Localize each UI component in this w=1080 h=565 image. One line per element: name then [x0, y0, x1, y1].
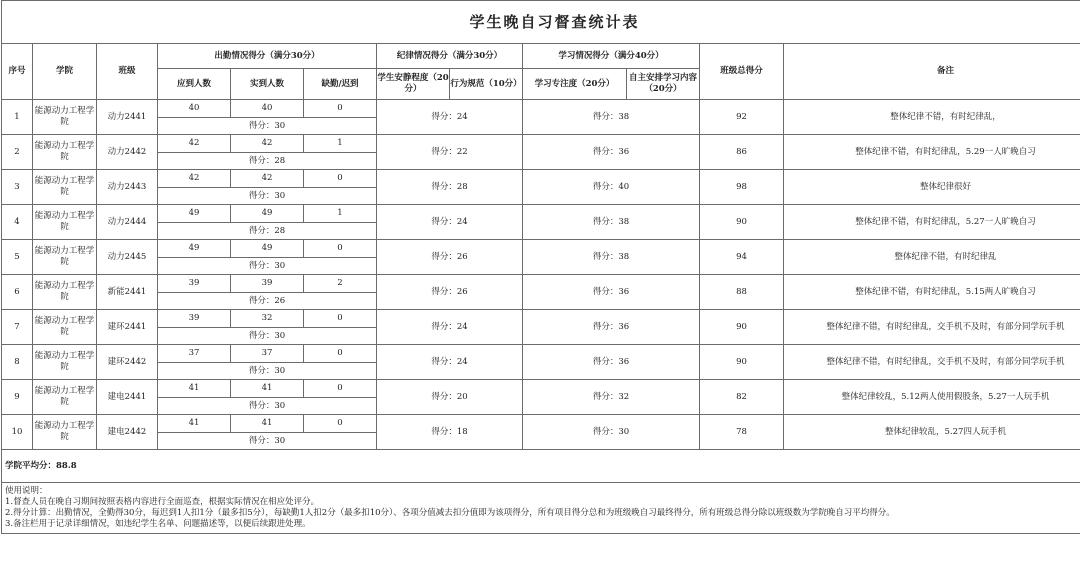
row-remark: 整体纪律不错，有时纪律乱，交手机不及时，有部分同学玩手机 [784, 345, 1080, 380]
row-discipline-score: 得分：18 [377, 415, 523, 450]
row-attendance-score: 得分：28 [158, 223, 377, 240]
header-self-study: 自主安排学习内容（20分） [627, 69, 700, 100]
row-college: 能源动力工程学院 [33, 415, 97, 450]
row-seq: 4 [2, 205, 33, 240]
average-row [2, 450, 1080, 483]
row-college: 能源动力工程学院 [33, 275, 97, 310]
row-expected: 40 [158, 100, 231, 118]
header-actual: 实到人数 [231, 69, 304, 100]
table-row [2, 205, 1080, 223]
header-quiet: 学生安静程度（20分） [377, 69, 450, 100]
row-class: 建电2442 [97, 415, 158, 450]
row-seq: 2 [2, 135, 33, 170]
row-discipline-score: 得分：26 [377, 240, 523, 275]
header-behavior: 行为规范（10分） [450, 69, 523, 100]
row-attendance-score: 得分：30 [158, 398, 377, 415]
row-discipline-score: 得分：26 [377, 275, 523, 310]
row-expected: 49 [158, 205, 231, 223]
row-total: 78 [700, 415, 784, 450]
instruction-line: 3.备注栏用于记录详细情况，如违纪学生名单、问题描述等，以便后续跟进处理。 [5, 519, 311, 529]
row-expected: 39 [158, 275, 231, 293]
row-study-score: 得分：30 [523, 415, 700, 450]
header-class: 班级 [97, 44, 158, 100]
row-seq: 9 [2, 380, 33, 415]
row-study-score: 得分：38 [523, 100, 700, 135]
header-discipline-group: 纪律情况得分（满分30分） [377, 44, 523, 69]
row-remark: 整体纪律不错，有时纪律乱 [784, 240, 1080, 275]
row-total: 94 [700, 240, 784, 275]
instruction-line: 2.得分计算：出勤情况，全勤得30分，每迟到1人扣1分（最多扣5分），每缺勤1人扣2分（最多扣10分）、各项分值减去扣分值即为该项得分，所有项目得分总和为班级晚自习最终得分，所有班级总得分除以班级数为学院晚自习平均得分。 [5, 508, 895, 518]
row-attendance-score: 得分：26 [158, 293, 377, 310]
row-attendance-score: 得分：28 [158, 153, 377, 170]
row-study-score: 得分：36 [523, 345, 700, 380]
row-expected: 37 [158, 345, 231, 363]
header-focus: 学习专注度（20分） [523, 69, 627, 100]
row-absent: 0 [304, 345, 377, 363]
row-study-score: 得分：36 [523, 310, 700, 345]
row-absent: 0 [304, 380, 377, 398]
statistics-table [1, 0, 1080, 534]
row-total: 82 [700, 380, 784, 415]
row-absent: 1 [304, 135, 377, 153]
row-discipline-score: 得分：24 [377, 345, 523, 380]
table-row [2, 275, 1080, 293]
table-row [2, 240, 1080, 258]
row-discipline-score: 得分：22 [377, 135, 523, 170]
table-row [2, 310, 1080, 328]
row-study-score: 得分：36 [523, 135, 700, 170]
table-row [2, 170, 1080, 188]
row-remark: 整体纪律不错，有时纪律乱，5.29一人旷晚自习 [784, 135, 1080, 170]
row-actual: 41 [231, 380, 304, 398]
row-remark: 整体纪律不错，有时纪律乱， [784, 100, 1080, 135]
row-college: 能源动力工程学院 [33, 240, 97, 275]
row-actual: 40 [231, 100, 304, 118]
row-college: 能源动力工程学院 [33, 345, 97, 380]
row-expected: 41 [158, 415, 231, 433]
header-college: 学院 [33, 44, 97, 100]
row-class: 新能2441 [97, 275, 158, 310]
row-college: 能源动力工程学院 [33, 205, 97, 240]
row-discipline-score: 得分：28 [377, 170, 523, 205]
header-absent: 缺勤/迟到 [304, 69, 377, 100]
row-seq: 1 [2, 100, 33, 135]
row-study-score: 得分：36 [523, 275, 700, 310]
row-attendance-score: 得分：30 [158, 258, 377, 275]
row-absent: 0 [304, 310, 377, 328]
row-absent: 0 [304, 100, 377, 118]
row-discipline-score: 得分：24 [377, 100, 523, 135]
row-expected: 42 [158, 135, 231, 153]
row-total: 90 [700, 205, 784, 240]
college-average: 学院平均分：88.8 [2, 450, 1080, 483]
row-attendance-score: 得分：30 [158, 118, 377, 135]
table-row [2, 345, 1080, 363]
row-seq: 7 [2, 310, 33, 345]
row-remark: 整体纪律较乱，5.12两人使用假股条，5.27一人玩手机 [784, 380, 1080, 415]
row-class: 动力2444 [97, 205, 158, 240]
row-actual: 49 [231, 240, 304, 258]
row-remark: 整体纪律不错，有时纪律乱，交手机不及时，有部分同学玩手机 [784, 310, 1080, 345]
row-actual: 41 [231, 415, 304, 433]
row-class: 动力2443 [97, 170, 158, 205]
table-row [2, 415, 1080, 433]
row-study-score: 得分：38 [523, 205, 700, 240]
header-expected: 应到人数 [158, 69, 231, 100]
row-total: 98 [700, 170, 784, 205]
row-class: 建环2442 [97, 345, 158, 380]
row-attendance-score: 得分：30 [158, 188, 377, 205]
row-discipline-score: 得分：24 [377, 205, 523, 240]
row-college: 能源动力工程学院 [33, 135, 97, 170]
row-seq: 3 [2, 170, 33, 205]
row-actual: 37 [231, 345, 304, 363]
row-actual: 39 [231, 275, 304, 293]
row-seq: 8 [2, 345, 33, 380]
row-class: 动力2442 [97, 135, 158, 170]
row-total: 88 [700, 275, 784, 310]
row-actual: 42 [231, 135, 304, 153]
row-absent: 0 [304, 240, 377, 258]
row-discipline-score: 得分：20 [377, 380, 523, 415]
instructions-title: 使用说明： [5, 486, 48, 496]
row-study-score: 得分：40 [523, 170, 700, 205]
row-discipline-score: 得分：24 [377, 310, 523, 345]
table-row [2, 100, 1080, 118]
row-total: 90 [700, 310, 784, 345]
row-college: 能源动力工程学院 [33, 170, 97, 205]
row-attendance-score: 得分：30 [158, 363, 377, 380]
row-study-score: 得分：38 [523, 240, 700, 275]
row-expected: 41 [158, 380, 231, 398]
row-class: 建环2441 [97, 310, 158, 345]
header-remark: 备注 [784, 44, 1080, 100]
row-actual: 42 [231, 170, 304, 188]
row-total: 92 [700, 100, 784, 135]
instruction-line: 1.督查人员在晚自习期间按照表格内容进行全面巡查，根据实际情况在相应处评分。 [5, 497, 320, 507]
row-absent: 2 [304, 275, 377, 293]
row-actual: 49 [231, 205, 304, 223]
row-expected: 49 [158, 240, 231, 258]
page-title: 学生晚自习督查统计表 [2, 1, 1080, 44]
row-absent: 1 [304, 205, 377, 223]
instructions [2, 483, 1080, 534]
row-total: 86 [700, 135, 784, 170]
header-seq: 序号 [2, 44, 33, 100]
row-college: 能源动力工程学院 [33, 310, 97, 345]
row-expected: 42 [158, 170, 231, 188]
row-class: 动力2445 [97, 240, 158, 275]
row-class: 建电2441 [97, 380, 158, 415]
row-remark: 整体纪律较乱，5.27四人玩手机 [784, 415, 1080, 450]
table-row [2, 135, 1080, 153]
row-remark: 整体纪律很好 [784, 170, 1080, 205]
table-row [2, 380, 1080, 398]
instructions-row [2, 483, 1080, 534]
row-remark: 整体纪律不错，有时纪律乱，5.15两人旷晚自习 [784, 275, 1080, 310]
row-seq: 10 [2, 415, 33, 450]
header-attendance-group: 出勤情况得分（满分30分） [158, 44, 377, 69]
header-total: 班级总得分 [700, 44, 784, 100]
row-college: 能源动力工程学院 [33, 100, 97, 135]
row-class: 动力2441 [97, 100, 158, 135]
row-absent: 0 [304, 170, 377, 188]
row-attendance-score: 得分：30 [158, 328, 377, 345]
row-seq: 6 [2, 275, 33, 310]
row-absent: 0 [304, 415, 377, 433]
row-remark: 整体纪律不错，有时纪律乱，5.27一人旷晚自习 [784, 205, 1080, 240]
row-college: 能源动力工程学院 [33, 380, 97, 415]
row-expected: 39 [158, 310, 231, 328]
row-attendance-score: 得分：30 [158, 433, 377, 450]
row-seq: 5 [2, 240, 33, 275]
header-study-group: 学习情况得分（满分40分） [523, 44, 700, 69]
row-study-score: 得分：32 [523, 380, 700, 415]
row-total: 90 [700, 345, 784, 380]
row-actual: 32 [231, 310, 304, 328]
